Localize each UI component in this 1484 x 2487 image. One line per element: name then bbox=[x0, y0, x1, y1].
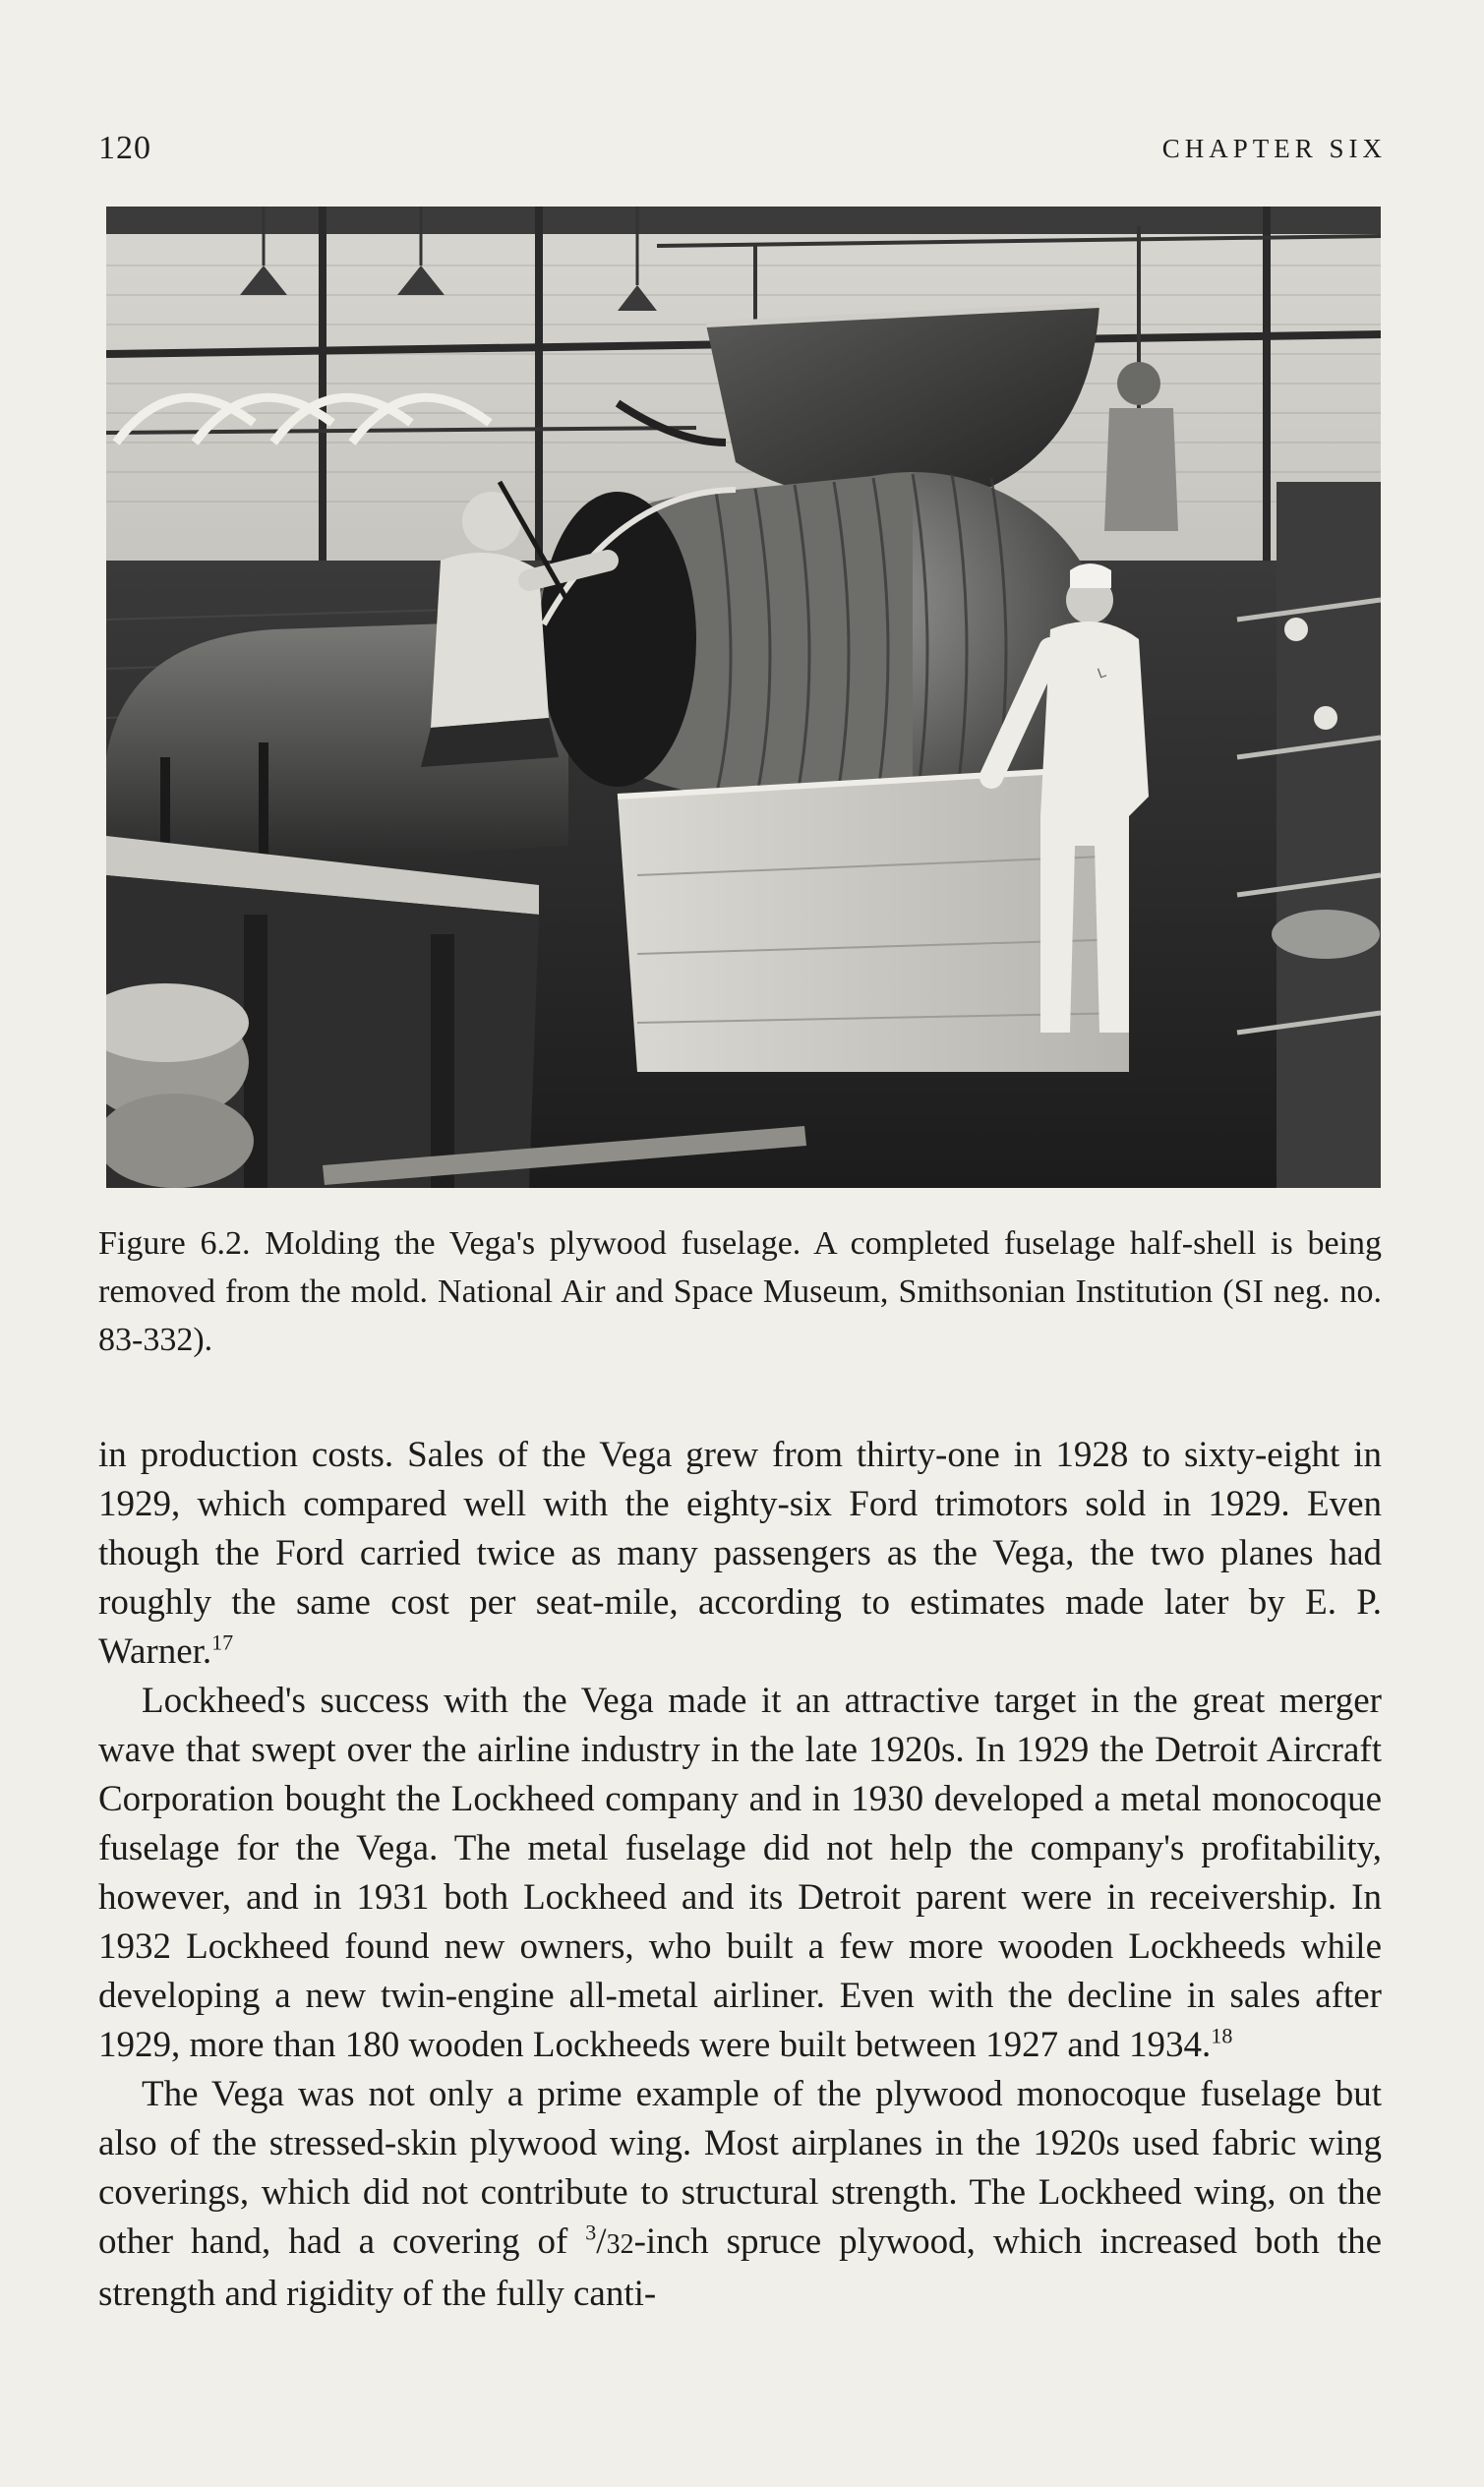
paragraph-text: The Vega was not only a prime example of the plywood monocoque fuselage but also of the stressed-skin plywood wing. Most airplanes in the 1920s used fabric wing coverings, which did not contribute to structural strength. The Lockheed wing, on the other hand, had a covering of bbox=[98, 2074, 1382, 2262]
footnote-ref: 17 bbox=[211, 1629, 234, 1655]
paragraph-text: in production costs. Sales of the Vega grew from thirty-one in 1928 to sixty-eight in 1929, which compared well with the eighty-six Ford trimotors sold in 1929. Even though the Ford carried twice as many passengers as the Vega, the two planes had roughly the same cost per seat-mile, according to estimates made later by E. P. Warner. bbox=[98, 1435, 1382, 1672]
fraction-slash: / bbox=[596, 2221, 607, 2262]
svg-text:L: L bbox=[1095, 665, 1108, 682]
figure-caption: Figure 6.2. Molding the Vega's plywood fuselage. A completed fuselage half-shell is being removed from the mold. National Air and Space Museum, Smithsonian Institution (SI neg. no. 83-332). bbox=[98, 1225, 1382, 1358]
figure-photo bbox=[106, 207, 1381, 1188]
paragraph-text: Lockheed's success with the Vega made it an attractive target in the great merger wave that swept over the airline industry in the late 1920s. In 1929 the Detroit Aircraft Corporation bought the Lockheed company and in 1930 developed a metal monocoque fuselage for the Vega. The metal fuselage did not help the company's profitability, however, and in 1931 both Lockheed and its Detroit parent were in receivership. In 1932 Lockheed found new owners, who built a few more wooden Lockheeds while developing a new twin-engine all-metal airliner. Even with the decline in sales after 1929, more than 180 wooden Lockheeds were built between 1927 and 1934. bbox=[98, 1681, 1382, 2065]
fraction-numerator: 3 bbox=[585, 2220, 597, 2245]
body-text bbox=[98, 1431, 1382, 2319]
chapter-title: CHAPTER SIX bbox=[1161, 134, 1387, 163]
paragraph-text: -inch spruce plywood, which increased both the strength and rigidity of the fully canti- bbox=[98, 2221, 1382, 2314]
paragraph bbox=[98, 1677, 1382, 2070]
photo-illustration bbox=[106, 207, 1381, 1188]
fraction-denominator: 32 bbox=[606, 2229, 634, 2260]
running-head bbox=[98, 130, 1387, 189]
paragraph bbox=[98, 1431, 1382, 1677]
page-number: 120 bbox=[98, 130, 151, 166]
paragraph bbox=[98, 2070, 1382, 2319]
footnote-ref: 18 bbox=[1211, 2023, 1233, 2048]
